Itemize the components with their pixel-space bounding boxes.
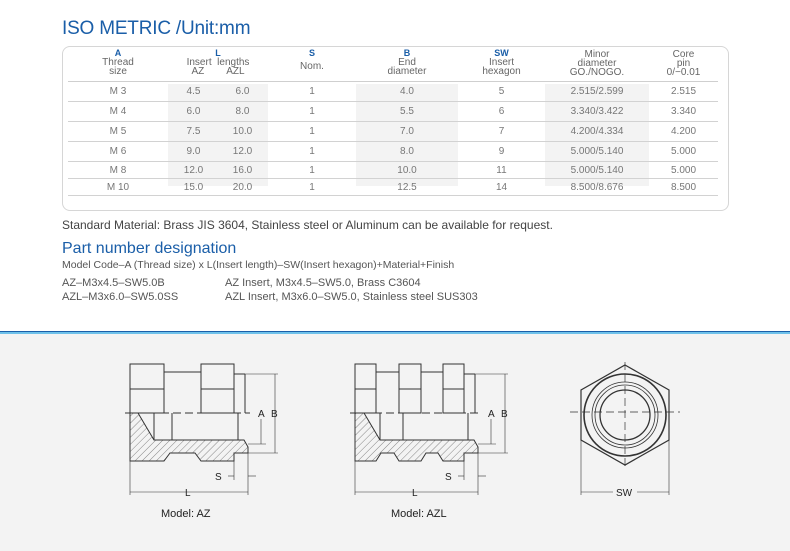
table-header-row: [68, 47, 718, 82]
model-label-az: Model: AZ: [161, 508, 211, 520]
header-core-pin: Core pin 0/−0.01: [649, 47, 718, 82]
dim-b-label: B: [501, 409, 508, 420]
dim-a-label: A: [258, 409, 265, 420]
spec-table: [68, 47, 718, 196]
example-desc-2: AZL Insert, M3x6.0–SW5.0, Stainless steel SUS303: [225, 291, 478, 303]
header-s-nom: S Nom.: [268, 47, 356, 82]
azl-section-drawing: [330, 340, 530, 510]
header-minor-diameter: Minor diameter GO./NOGO.: [545, 47, 649, 82]
az-section-drawing: [100, 340, 300, 510]
header-insert-lengths: L Insert lengths AZ AZL: [168, 47, 268, 82]
header-thread-size: A Thread size: [68, 47, 168, 82]
material-note: Standard Material: Brass JIS 3604, Stainless steel or Aluminum can be available for request.: [62, 218, 553, 232]
header-insert-hexagon: SW Insert hexagon: [458, 47, 545, 82]
table-row: M 6 9.0 12.0 1 8.0 9 5.000/5.140 5.000: [68, 142, 718, 162]
table-row: M 10 15.0 20.0 1 12.5 14 8.500/8.676 8.500: [68, 179, 718, 196]
table-row: M 5 7.5 10.0 1 7.0 7 4.200/4.334 4.200: [68, 122, 718, 142]
table-row: M 4 6.0 8.0 1 5.5 6 3.340/3.422 3.340: [68, 102, 718, 122]
dim-l-label: L: [185, 488, 191, 499]
example-code-1: AZ–M3x4.5–SW5.0B: [62, 277, 165, 289]
model-code-formula: Model Code–A (Thread size) x L(Insert length)–SW(Insert hexagon)+Material+Finish: [62, 259, 455, 271]
dim-s-label: S: [215, 472, 222, 483]
header-end-diameter: B End diameter: [356, 47, 458, 82]
hex-end-view-drawing: [560, 350, 690, 510]
model-label-azl: Model: AZL: [391, 508, 447, 520]
table-row: M 3 4.5 6.0 1 4.0 5 2.515/2.599 2.515: [68, 82, 718, 102]
dim-b-label: B: [271, 409, 278, 420]
dim-a-label: A: [488, 409, 495, 420]
example-desc-1: AZ Insert, M3x4.5–SW5.0, Brass C3604: [225, 277, 421, 289]
example-code-2: AZL–M3x6.0–SW5.0SS: [62, 291, 179, 303]
dim-s-label: S: [445, 472, 452, 483]
dim-l-label: L: [412, 488, 418, 499]
table-row: M 8 12.0 16.0 1 10.0 11 5.000/5.140 5.000: [68, 162, 718, 179]
page-title: ISO METRIC /Unit:mm: [62, 18, 251, 39]
designation-title: Part number designation: [62, 240, 237, 257]
dim-sw-label: SW: [616, 488, 633, 499]
